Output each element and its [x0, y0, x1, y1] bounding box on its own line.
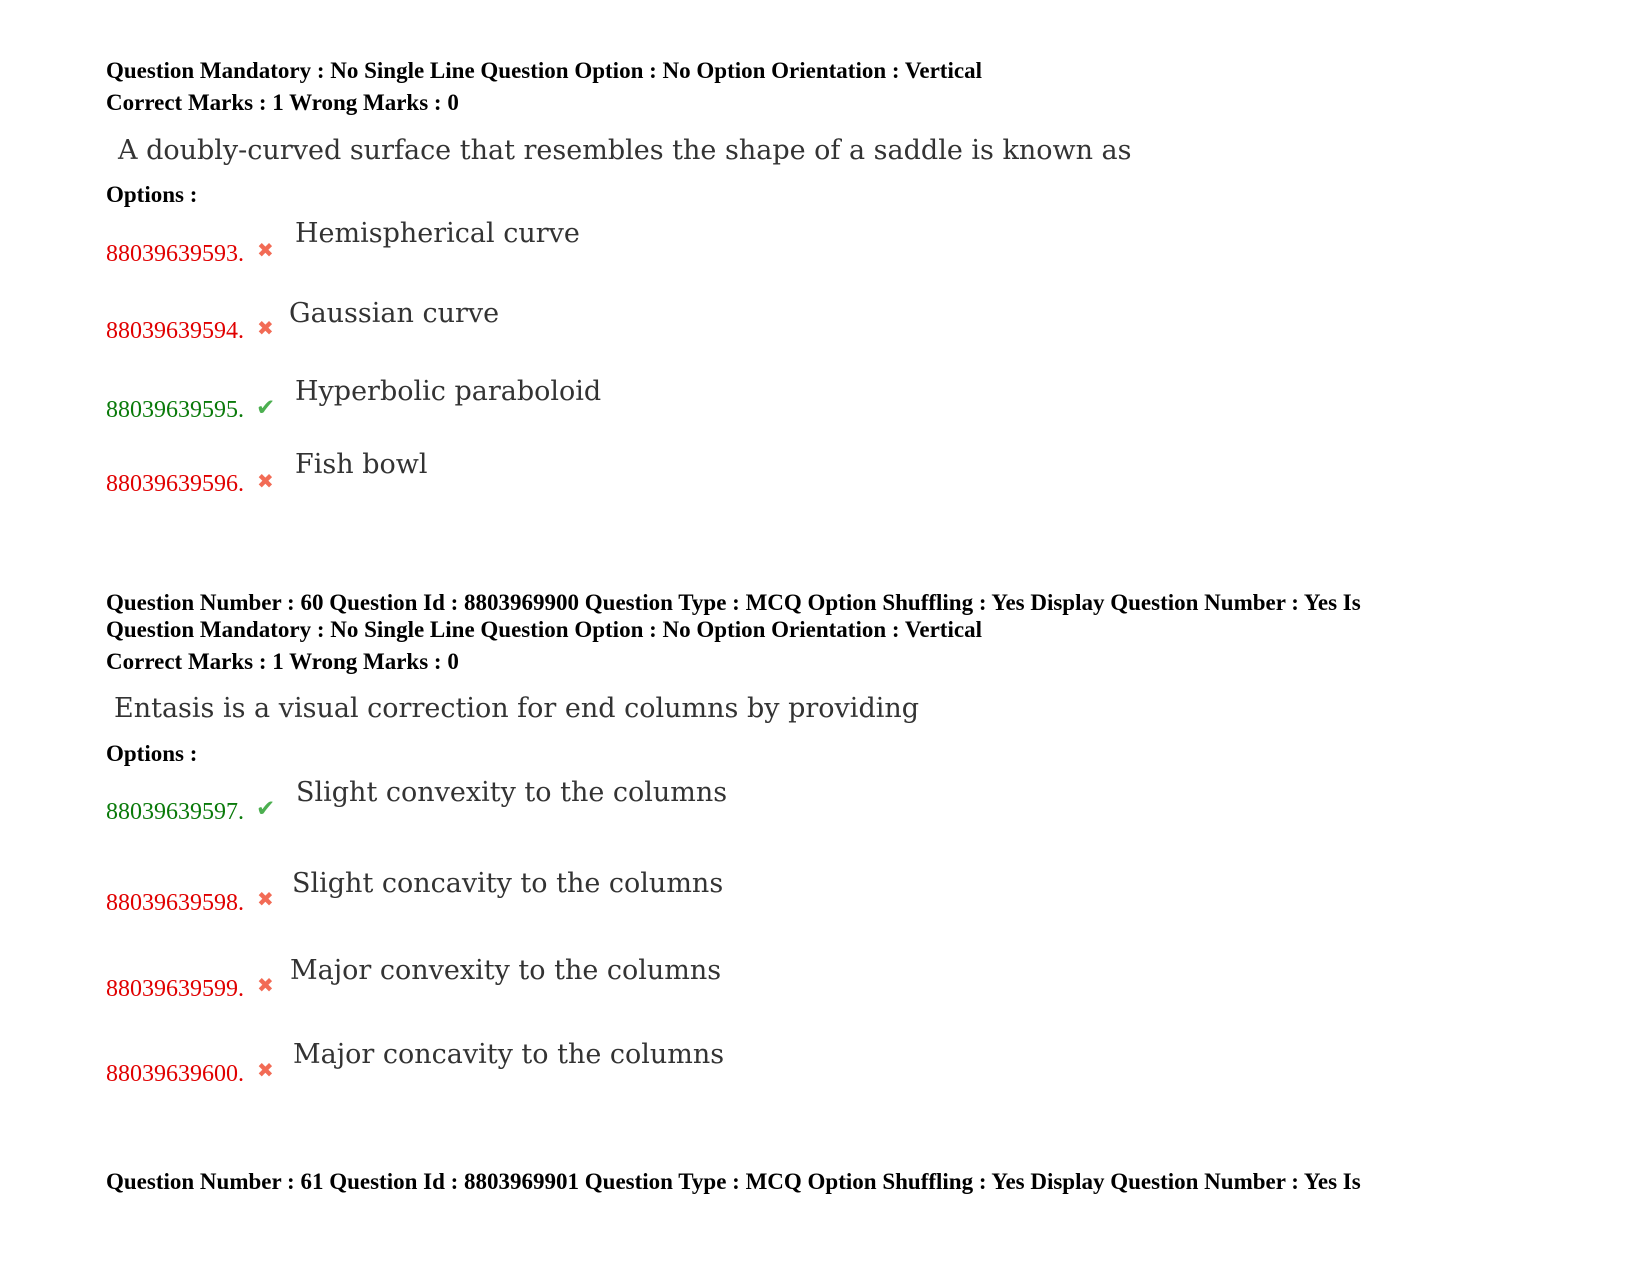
q59-options-label: Options :	[106, 182, 198, 207]
option-id: 88039639597.	[106, 799, 244, 825]
cross-icon: ✖	[257, 471, 274, 493]
q60-options-label: Options :	[106, 741, 198, 766]
cross-icon: ✖	[257, 1060, 274, 1082]
option-id: 88039639598.	[106, 890, 244, 916]
q60-meta-marks: Correct Marks : 1 Wrong Marks : 0	[106, 649, 459, 674]
option-id: 88039639593.	[106, 241, 244, 267]
q59-meta-mandatory: Question Mandatory : No Single Line Question Option : No Option Orientation : Vertical	[106, 58, 982, 83]
q59-meta-marks: Correct Marks : 1 Wrong Marks : 0	[106, 90, 459, 115]
option-id: 88039639599.	[106, 976, 244, 1002]
option-text: Major convexity to the columns	[290, 955, 722, 986]
option-id: 88039639594.	[106, 318, 244, 344]
option-id: 88039639595.	[106, 397, 244, 423]
option-id: 88039639600.	[106, 1061, 244, 1087]
option-text: Gaussian curve	[289, 298, 500, 329]
q60-question-text: Entasis is a visual correction for end columns by providing	[114, 693, 920, 724]
cross-icon: ✖	[257, 889, 274, 911]
option-text: Slight convexity to the columns	[296, 777, 728, 808]
cross-icon: ✖	[257, 240, 274, 262]
q59-question-text: A doubly-curved surface that resembles the shape of a saddle is known as	[118, 135, 1132, 166]
checkmark-icon: ✔	[256, 796, 276, 821]
option-id: 88039639596.	[106, 471, 244, 497]
q60-meta-mandatory: Question Mandatory : No Single Line Question Option : No Option Orientation : Vertical	[106, 617, 982, 642]
q60-meta-header: Question Number : 60 Question Id : 8803969900 Question Type : MCQ Option Shuffling : Yes Display Question Number : Yes Is	[106, 590, 1361, 615]
option-text: Fish bowl	[295, 449, 428, 480]
cross-icon: ✖	[257, 975, 274, 997]
checkmark-icon: ✔	[256, 395, 276, 420]
q61-meta-header: Question Number : 61 Question Id : 8803969901 Question Type : MCQ Option Shuffling : Yes Display Question Number : Yes Is	[106, 1169, 1361, 1194]
option-text: Hemispherical curve	[295, 218, 580, 249]
option-text: Hyperbolic paraboloid	[295, 376, 602, 407]
option-text: Slight concavity to the columns	[292, 868, 724, 899]
cross-icon: ✖	[257, 318, 274, 340]
option-text: Major concavity to the columns	[293, 1039, 725, 1070]
